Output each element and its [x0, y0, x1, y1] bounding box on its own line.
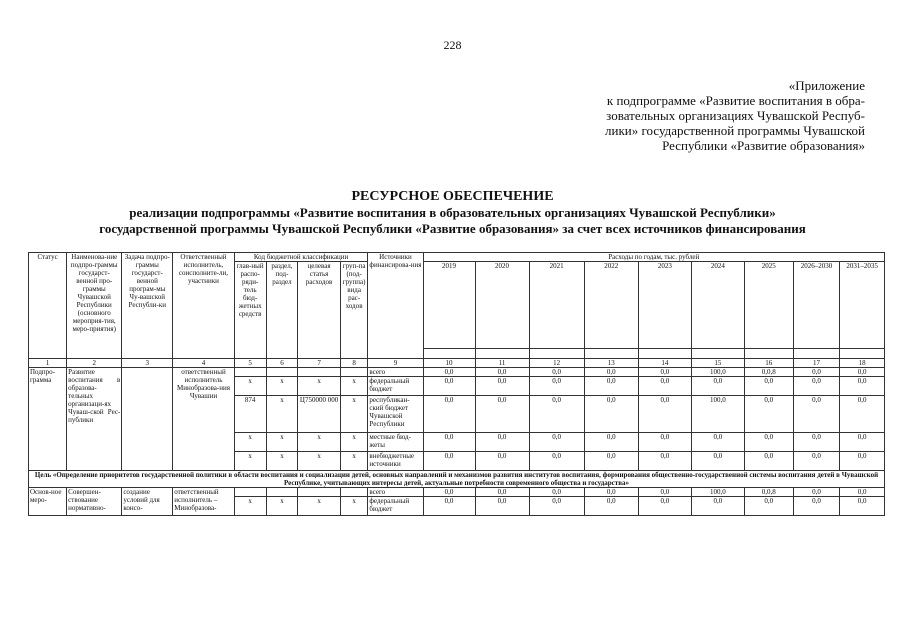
cell-value: 0,0 [584, 368, 638, 377]
cell-task: создание условий для консо- [122, 488, 173, 516]
cell-value: 0,0 [691, 433, 744, 452]
appendix-line: к подпрограмме «Развитие воспитания в обра- [606, 93, 865, 108]
column-number: 7 [298, 359, 340, 368]
header-budget-code: Код бюджетной классификации [234, 253, 368, 262]
cell-value: 0,0 [840, 488, 885, 497]
title-line-3: государственной программы Чувашской Республики «Развитие образования» за счет всех источников финансирования [99, 221, 806, 236]
cell-value: 0,0 [423, 368, 475, 377]
column-number: 9 [368, 359, 423, 368]
cell-section: x [266, 433, 298, 452]
appendix-line: зовательных организациях Чувашской Респуб- [606, 108, 865, 123]
cell-name: Совершен-ствование нормативно- [67, 488, 122, 516]
cell-target: x [298, 452, 340, 471]
appendix-line: «Приложение [788, 78, 865, 93]
cell-target [298, 368, 340, 377]
cell-section [266, 368, 298, 377]
cell-value: 100,0 [691, 368, 744, 377]
cell-value: 0,0 [475, 433, 529, 452]
cell-status: Основ-ное меро- [29, 488, 67, 516]
cell-value: 0,0 [840, 396, 885, 433]
cell-value: 0,0 [423, 452, 475, 471]
cell-value: 0,0 [584, 433, 638, 452]
cell-value: 100,0 [691, 488, 744, 497]
cell-value: 0,0 [529, 497, 584, 516]
cell-value: 0,0 [529, 396, 584, 433]
column-number: 2 [67, 359, 122, 368]
cell-value: 0,0 [840, 377, 885, 396]
header-target: целевая статья расходов [298, 262, 340, 359]
cell-value: 0,0 [423, 377, 475, 396]
resource-table [28, 252, 885, 516]
appendix-note [0, 78, 865, 153]
header-year: 2025 [744, 262, 793, 349]
cell-value: 0,0 [584, 396, 638, 433]
cell-value: 0,0 [638, 433, 691, 452]
cell-section: x [266, 396, 298, 433]
cell-value: 0,0 [529, 488, 584, 497]
cell-value: 0,0 [529, 433, 584, 452]
cell-group: x [340, 433, 368, 452]
cell-grbs: x [234, 497, 266, 516]
header-year: 2023 [638, 262, 691, 349]
cell-target: x [298, 377, 340, 396]
cell-value: 0,0 [423, 488, 475, 497]
column-numbers-row [29, 359, 885, 368]
cell-grbs [234, 368, 266, 377]
cell-value: 0,0 [584, 377, 638, 396]
cell-value: 0,0 [423, 497, 475, 516]
cell-target: x [298, 497, 340, 516]
title-line-1: РЕСУРСНОЕ ОБЕСПЕЧЕНИЕ [351, 189, 554, 204]
cell-value: 0,0 [475, 452, 529, 471]
cell-section: x [266, 452, 298, 471]
cell-value: 0,0 [691, 452, 744, 471]
header-name: Наименова-ние подпро-граммы государст-венной про-граммы Чувашской Республики (основного мероприя-тия, меро-приятия) [67, 253, 122, 359]
title-line-2: реализации подпрограммы «Развитие воспитания в образовательных организациях Чувашской Республики» [129, 205, 776, 220]
cell-source: республикан-ский бюджет Чувашской Республики [368, 396, 423, 433]
appendix-line: лики» государственной программы Чувашской [605, 123, 865, 138]
cell-value: 100,0 [691, 396, 744, 433]
cell-grbs: x [234, 433, 266, 452]
cell-value: 0,0 [638, 497, 691, 516]
header-year: 2022 [584, 262, 638, 349]
table-row [29, 488, 885, 497]
cell-value: 0,0 [584, 452, 638, 471]
header-year: 2024 [691, 262, 744, 349]
column-number: 1 [29, 359, 67, 368]
cell-value: 0,0 [584, 497, 638, 516]
cell-source: федеральный бюджет [368, 377, 423, 396]
cell-value: 0,0 [475, 497, 529, 516]
cell-section: x [266, 497, 298, 516]
cell-value: 0,0 [744, 377, 793, 396]
column-number: 4 [173, 359, 235, 368]
cell-value: 0,0 [638, 452, 691, 471]
cell-value: 0,0 [475, 488, 529, 497]
column-number: 15 [691, 359, 744, 368]
cell-source: всего [368, 368, 423, 377]
column-number: 16 [744, 359, 793, 368]
cell-value: 0,0 [793, 433, 840, 452]
cell-value: 0,0 [793, 497, 840, 516]
cell-executor: ответственный исполнитель Минобразова-ния Чувашии [173, 368, 235, 471]
cell-section [266, 488, 298, 497]
document-title [0, 188, 905, 237]
column-number: 12 [529, 359, 584, 368]
cell-value: 0,0 [691, 497, 744, 516]
goal-row [29, 471, 885, 488]
cell-value: 0,0 [840, 433, 885, 452]
column-number: 14 [638, 359, 691, 368]
cell-value: 0,0 [793, 452, 840, 471]
cell-source: местные бюд-жеты [368, 433, 423, 452]
appendix-line: Республики «Развитие образования» [662, 138, 865, 153]
cell-source: внебюджетные источники [368, 452, 423, 471]
header-row-1 [29, 253, 885, 262]
header-year: 2031–2035 [840, 262, 885, 349]
cell-value: 0,0 [638, 377, 691, 396]
cell-value: 0,0 [691, 377, 744, 396]
cell-section: x [266, 377, 298, 396]
column-number: 17 [793, 359, 840, 368]
cell-value: 0,0 [423, 396, 475, 433]
cell-grbs: 874 [234, 396, 266, 433]
header-expenses: Расходы по годам, тыс. рублей [423, 253, 884, 262]
cell-value: 0,0 [793, 488, 840, 497]
cell-value: 0,0 [423, 433, 475, 452]
header-status: Статус [29, 253, 67, 359]
cell-group: x [340, 497, 368, 516]
page-number: 228 [443, 38, 462, 52]
cell-group: x [340, 396, 368, 433]
cell-value: 0,0 [840, 452, 885, 471]
cell-grbs: x [234, 452, 266, 471]
cell-value: 0,0 [638, 368, 691, 377]
column-number: 5 [234, 359, 266, 368]
header-section: раздел, под-раздел [266, 262, 298, 359]
cell-group: x [340, 377, 368, 396]
header-group: груп-па (под-группа) вида рас-ходов [340, 262, 368, 359]
header-year: 2019 [423, 262, 475, 349]
cell-value: 0,0 [638, 488, 691, 497]
table-row [29, 368, 885, 377]
cell-value: 0,0 [744, 433, 793, 452]
header-source: Источники финансирова-ния [368, 253, 423, 359]
cell-value: 0,0 [840, 497, 885, 516]
cell-task [122, 368, 173, 471]
cell-group: x [340, 452, 368, 471]
header-year: 2026–2030 [793, 262, 840, 349]
header-executor: Ответственный исполнитель, соисполните-ли, участники [173, 253, 235, 359]
header-year: 2021 [529, 262, 584, 349]
cell-value: 0,0 [840, 368, 885, 377]
cell-value: 0,0 [744, 452, 793, 471]
cell-value: 0,0 [475, 368, 529, 377]
cell-value: 0,0 [744, 497, 793, 516]
cell-value: 0,0 [793, 396, 840, 433]
header-grbs: глав-ный распо-ряди-тель бюд-жетных средств [234, 262, 266, 359]
cell-value: 0,0 [638, 396, 691, 433]
cell-value: 0,0 [793, 377, 840, 396]
cell-value: 0,0,8 [744, 488, 793, 497]
cell-source: федеральный бюджет [368, 497, 423, 516]
header-year: 2020 [475, 262, 529, 349]
cell-group [340, 488, 368, 497]
cell-grbs: x [234, 377, 266, 396]
cell-status: Подпро-грамма [29, 368, 67, 471]
cell-target [298, 488, 340, 497]
column-number: 18 [840, 359, 885, 368]
cell-value: 0,0 [793, 368, 840, 377]
cell-executor: ответственный исполнитель – Минобразова- [173, 488, 235, 516]
cell-target: Ц750000 000 [298, 396, 340, 433]
cell-value: 0,0 [529, 377, 584, 396]
column-number: 11 [475, 359, 529, 368]
cell-value: 0,0 [744, 396, 793, 433]
column-number: 6 [266, 359, 298, 368]
cell-value: 0,0 [529, 452, 584, 471]
column-number: 13 [584, 359, 638, 368]
cell-value: 0,0 [584, 488, 638, 497]
cell-source: всего [368, 488, 423, 497]
cell-value: 0,0 [475, 396, 529, 433]
header-task: Задача подпро-граммы государст-венной програм-мы Чу-вашской Республи-ки [122, 253, 173, 359]
cell-target: x [298, 433, 340, 452]
cell-grbs [234, 488, 266, 497]
cell-value: 0,0 [529, 368, 584, 377]
cell-group [340, 368, 368, 377]
cell-name: Развитие воспитания в образова-тельных организаци-ях Чуваш-ской Рес-публики [67, 368, 122, 471]
column-number: 8 [340, 359, 368, 368]
column-number: 3 [122, 359, 173, 368]
cell-value: 0,0,8 [744, 368, 793, 377]
column-number: 10 [423, 359, 475, 368]
goal-text: Цель «Определение приоритетов государственной политики в области воспитания и социализации детей, основных направлений и механизмов развития институтов воспитания, формирования общественно-государственной системы воспитания детей в Чувашской Республике, учитывающих интересы детей, актуальные потребности современного общества и государства» [29, 471, 885, 488]
cell-value: 0,0 [475, 377, 529, 396]
